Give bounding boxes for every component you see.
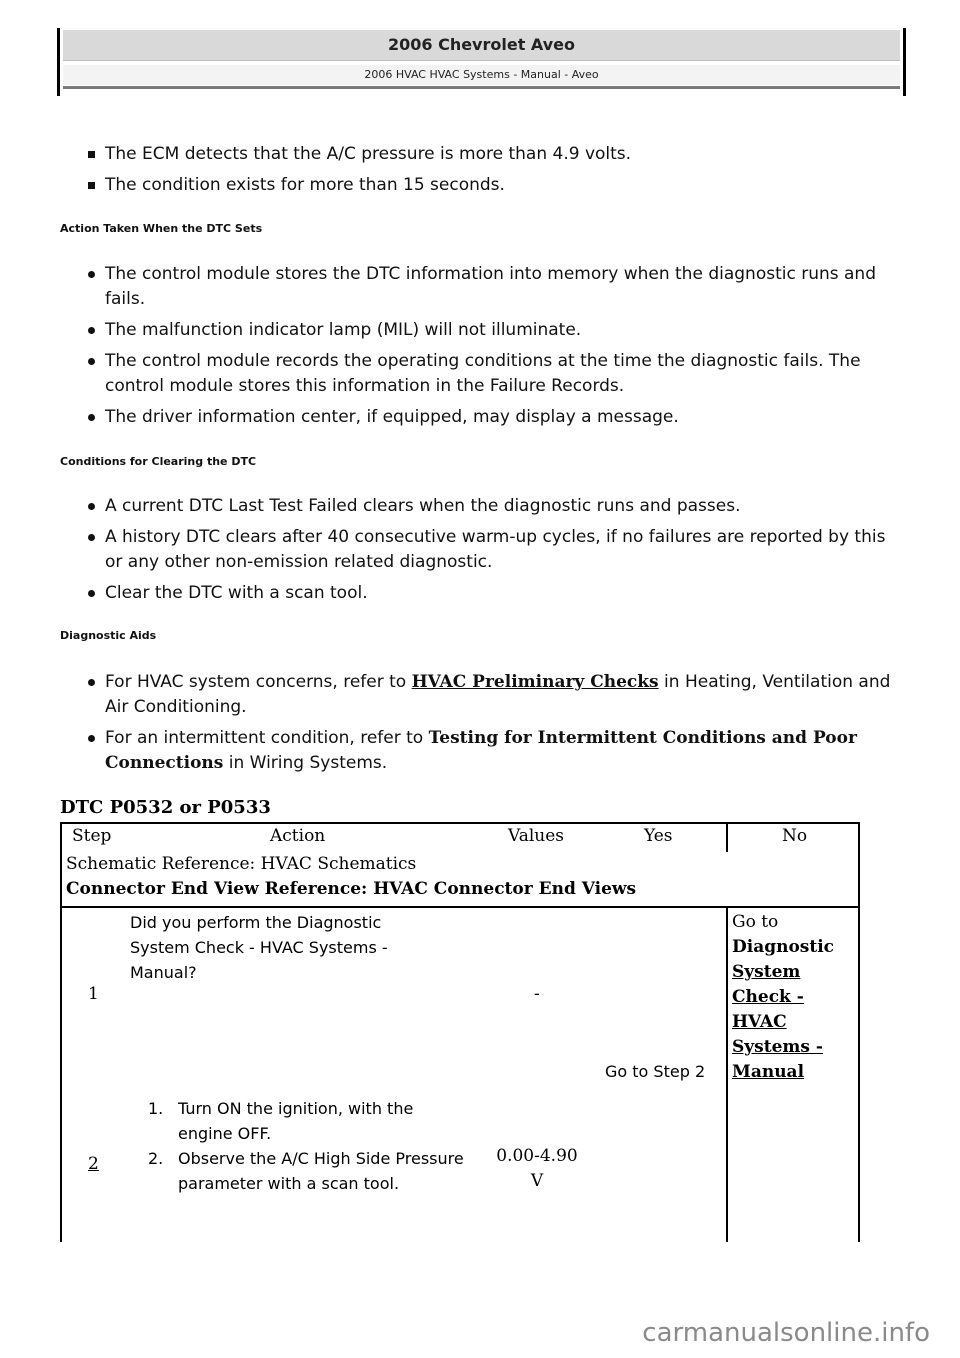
row1-value: - xyxy=(534,984,540,1004)
square-bullet-icon xyxy=(88,182,95,189)
intermittent-conditions-ref: Testing for Intermittent Conditions and Poor Connections xyxy=(105,728,857,773)
round-bullet-icon xyxy=(88,503,95,510)
table-divider-ref xyxy=(60,906,860,908)
list-item: For an intermittent condition, refer to Testing for Intermittent Conditions and Poor Connections in Wiring Systems. xyxy=(88,726,898,776)
row2-action-step2: 2. Observe the A/C High Side Pressure parameter with a scan tool. xyxy=(148,1149,464,1193)
round-bullet-icon xyxy=(88,358,95,365)
list-item: A current DTC Last Test Failed clears when the diagnostic runs and passes. xyxy=(88,494,898,519)
diagnostic-aids-list xyxy=(88,670,898,776)
list-item: The ECM detects that the A/C pressure is more than 4.9 volts. xyxy=(88,142,898,167)
row2-step-link[interactable]: 2 xyxy=(88,1154,99,1174)
header-values: Values xyxy=(508,826,565,846)
row2-action xyxy=(148,1096,466,1196)
list-item: The malfunction indicator lamp (MIL) will not illuminate. xyxy=(88,318,898,343)
conditions-list xyxy=(88,142,898,198)
section-heading-clearing: Conditions for Clearing the DTC xyxy=(60,455,257,468)
round-bullet-icon xyxy=(88,271,95,278)
list-item: For HVAC system concerns, refer to HVAC Preliminary Checks in Heating, Ventilation and Air Conditioning. xyxy=(88,670,898,720)
round-bullet-icon xyxy=(88,414,95,421)
dtc-title: DTC P0532 or P0533 xyxy=(60,797,271,818)
section-heading-diagnostic-aids: Diagnostic Aids xyxy=(60,629,157,642)
row1-yes: Go to Step 2 xyxy=(605,1062,706,1081)
clearing-list xyxy=(88,494,898,606)
header-subtitle: 2006 HVAC HVAC Systems - Manual - Aveo xyxy=(63,65,900,85)
round-bullet-icon xyxy=(88,590,95,597)
row1-action: Did you perform the Diagnostic System Check - HVAC Systems - Manual? xyxy=(130,913,388,982)
action-taken-list xyxy=(88,262,898,430)
round-bullet-icon xyxy=(88,534,95,541)
list-item: The control module stores the DTC information into memory when the diagnostic runs and fails. xyxy=(88,262,898,312)
row1-step: 1 xyxy=(88,984,99,1004)
square-bullet-icon xyxy=(88,151,95,158)
page-header xyxy=(57,28,906,96)
header-yes: Yes xyxy=(644,826,673,846)
diagnostic-table xyxy=(60,822,860,1242)
row2-value: 0.00-4.90 V xyxy=(496,1146,578,1191)
hvac-preliminary-checks-link[interactable]: HVAC Preliminary Checks xyxy=(411,672,659,692)
schematic-reference: Schematic Reference: HVAC Schematics xyxy=(66,854,417,874)
row1-no-go-to: Go to xyxy=(732,912,779,932)
list-item: The control module records the operating conditions at the time the diagnostic fails. The control module stores this information in the Failure Records. xyxy=(88,349,898,399)
list-item: Clear the DTC with a scan tool. xyxy=(88,581,898,606)
list-item: A history DTC clears after 40 consecutive warm-up cycles, if no failures are reported by this or any other non-emission related diagnostic. xyxy=(88,525,898,575)
list-item: The driver information center, if equipped, may display a message. xyxy=(88,405,898,430)
list-item: The condition exists for more than 15 seconds. xyxy=(88,173,898,198)
header-title: 2006 Chevrolet Aveo xyxy=(63,30,900,61)
section-heading-action-taken: Action Taken When the DTC Sets xyxy=(60,222,263,235)
table-border-right xyxy=(858,822,860,1242)
table-border-left xyxy=(60,822,62,1242)
watermark: carmanualsonline.info xyxy=(642,1318,930,1348)
table-divider-no-col xyxy=(726,906,728,1242)
system-check-link[interactable]: System Check - HVAC Systems - Manual xyxy=(732,962,823,1082)
row1-no xyxy=(732,910,852,1085)
connector-end-view-reference: Connector End View Reference: HVAC Connector End Views xyxy=(66,879,637,899)
header-action: Action xyxy=(270,826,326,846)
header-right-rule xyxy=(903,28,906,96)
round-bullet-icon xyxy=(88,327,95,334)
header-divider xyxy=(63,86,900,89)
round-bullet-icon xyxy=(88,735,95,742)
header-no: No xyxy=(782,826,808,846)
table-border-top xyxy=(60,822,860,824)
table-divider-no-header xyxy=(726,822,728,852)
header-step: Step xyxy=(72,826,112,846)
header-left-rule xyxy=(57,28,60,96)
row1-no-diagnostic: Diagnostic xyxy=(732,937,835,957)
row2-action-step1: 1. Turn ON the ignition, with the engine OFF. xyxy=(148,1099,414,1143)
round-bullet-icon xyxy=(88,679,95,686)
